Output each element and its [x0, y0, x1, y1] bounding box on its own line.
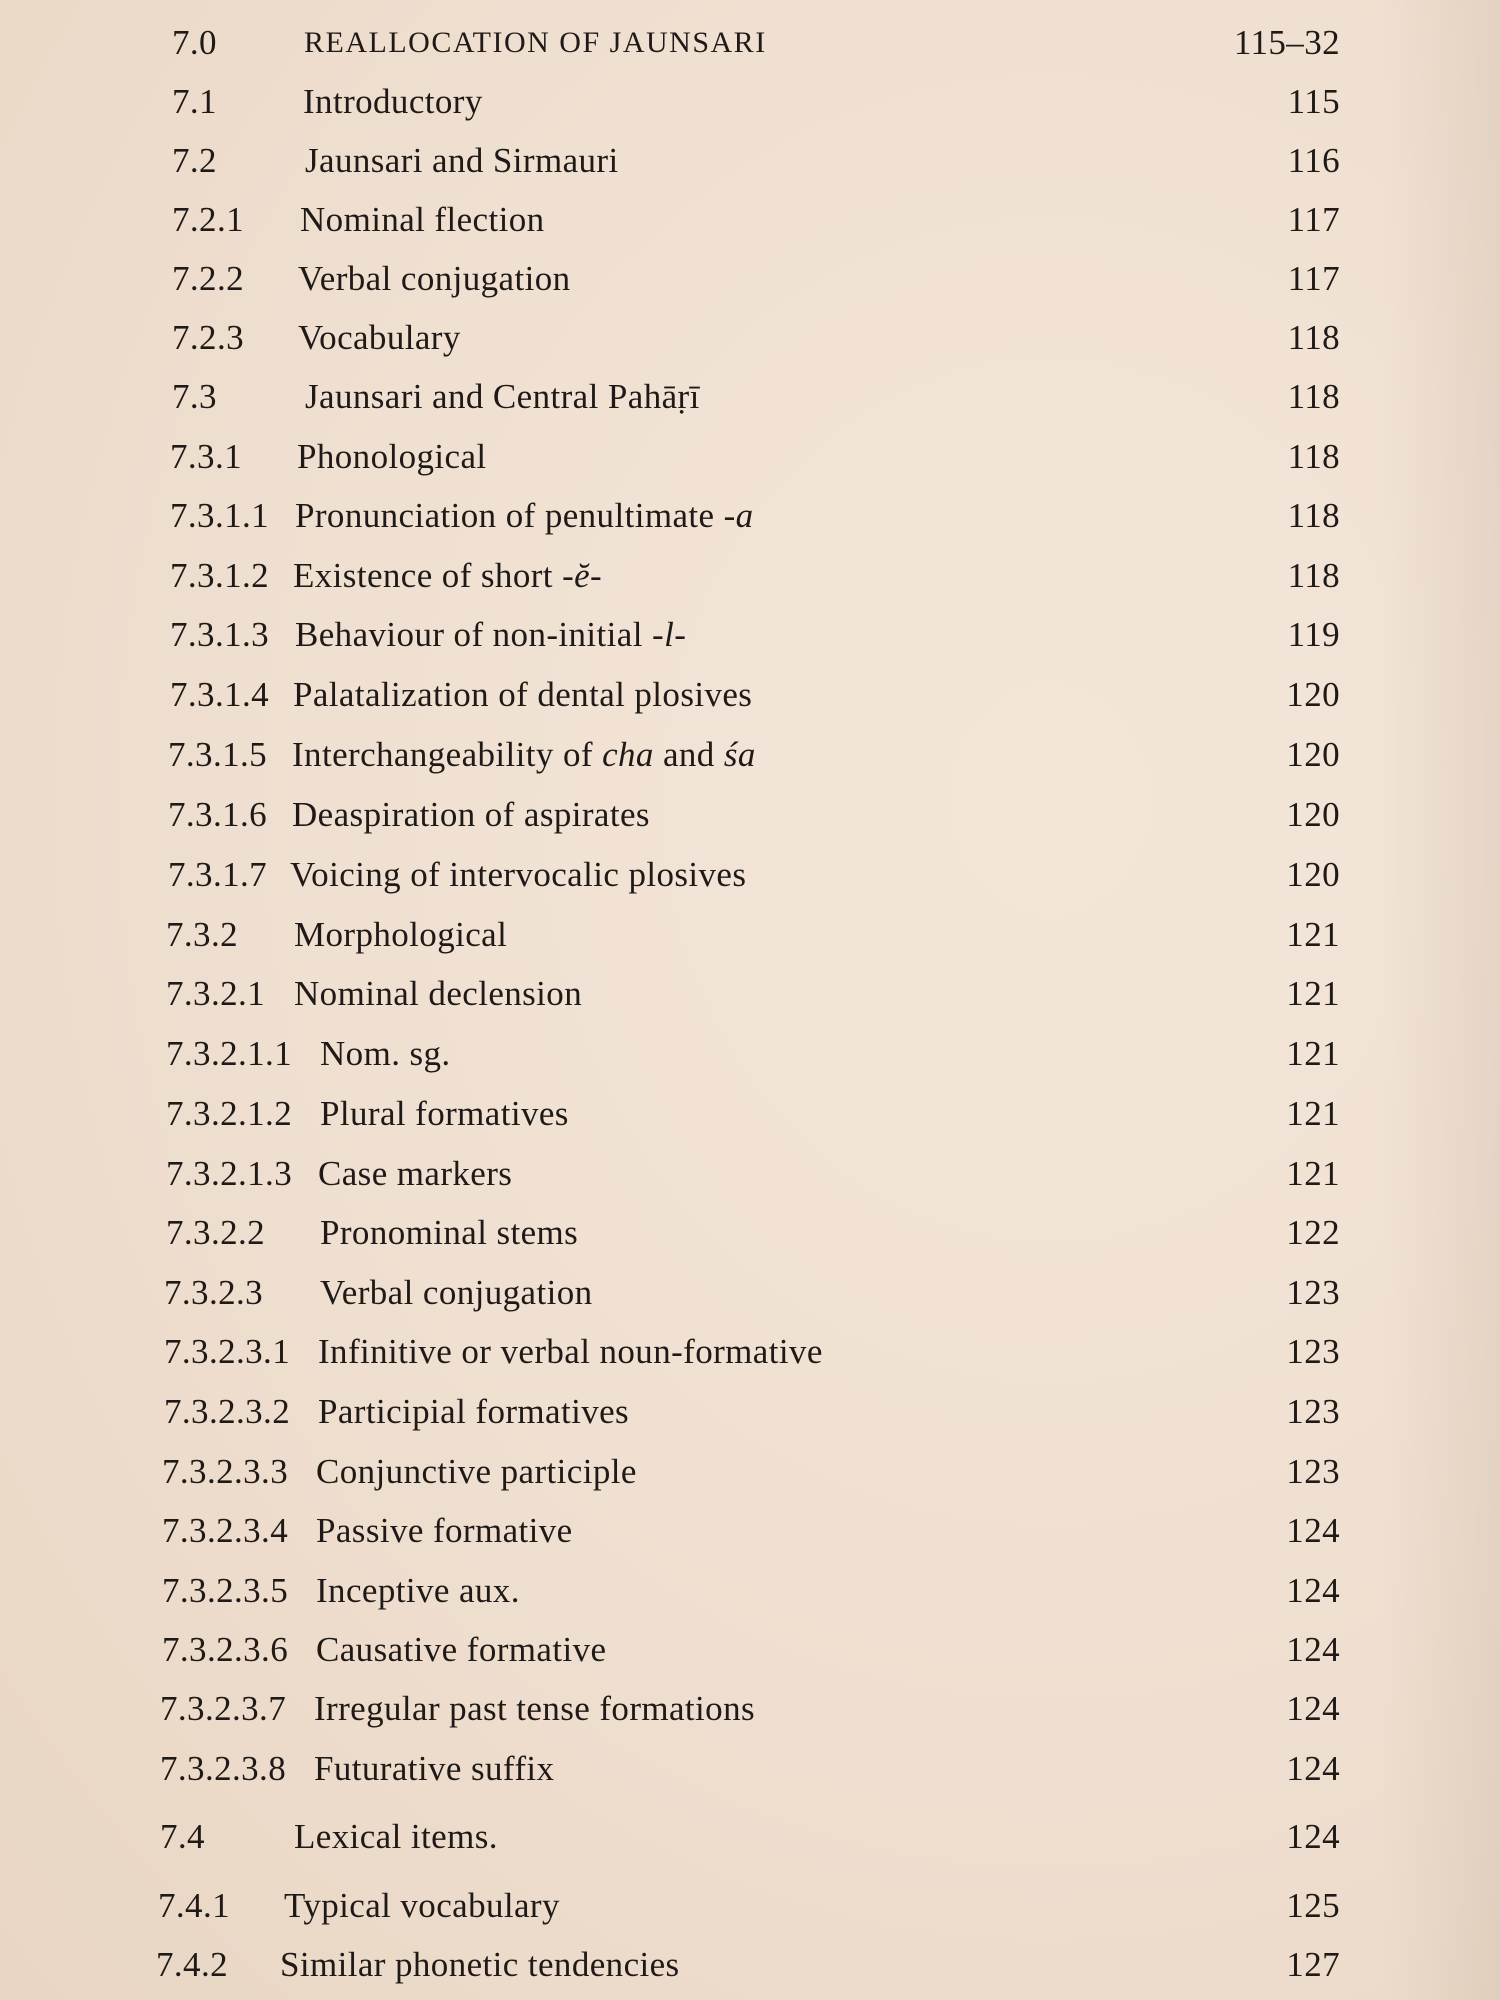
- page-number: 127: [1286, 1945, 1340, 1984]
- page-number: 115–32: [1233, 23, 1340, 62]
- toc-entry: [0, 969, 1500, 1019]
- section-number: 7.3.1.6: [168, 795, 268, 834]
- toc-entry: [0, 910, 1500, 960]
- toc-entry: [0, 1447, 1500, 1497]
- page-number: 124: [1286, 1630, 1340, 1669]
- toc-entry: [0, 1268, 1500, 1318]
- page-number: 125: [1286, 1886, 1340, 1925]
- section-title: Jaunsari and Sirmauri: [305, 141, 619, 180]
- toc-entry: [0, 136, 1500, 186]
- section-number: 7.3.1.2: [170, 556, 270, 595]
- page-number: 123: [1286, 1392, 1340, 1431]
- title-emphasis: cha: [602, 735, 654, 774]
- section-title: Lexical items.: [294, 1817, 498, 1856]
- section-title: Vocabulary: [298, 318, 461, 357]
- section-title: Inceptive aux.: [316, 1571, 520, 1610]
- section-title: [293, 551, 602, 601]
- page-number: 116: [1287, 141, 1340, 180]
- title-text: Interchangeability of: [292, 735, 603, 774]
- section-number: 7.1: [172, 82, 217, 121]
- section-title: Typical vocabulary: [284, 1886, 560, 1925]
- section-title: REALLOCATION OF JAUNSARI: [304, 26, 767, 59]
- page-number: 120: [1286, 855, 1340, 894]
- page-number: 124: [1286, 1511, 1340, 1550]
- section-number: 7.0: [172, 23, 217, 62]
- page-number: 117: [1287, 200, 1340, 239]
- toc-entry: [0, 1208, 1500, 1258]
- section-number: 7.3.2.3.3: [162, 1452, 289, 1491]
- section-number: 7.3.1.5: [168, 735, 268, 774]
- toc-entry: [0, 77, 1500, 127]
- page-number: 121: [1286, 1154, 1340, 1193]
- section-number: 7.3.2.3.6: [162, 1630, 289, 1669]
- section-title: Infinitive or verbal noun-formative: [318, 1332, 823, 1371]
- section-number: 7.3.2.3: [164, 1273, 264, 1312]
- page-number: 120: [1286, 735, 1340, 774]
- toc-entry: [0, 195, 1500, 245]
- section-title: Nom. sg.: [320, 1034, 451, 1073]
- toc-entry: [0, 1566, 1500, 1616]
- title-text: Pronunciation of penultimate: [295, 496, 724, 535]
- section-number: 7.3.2.1.1: [166, 1034, 293, 1073]
- section-title: Morphological: [294, 915, 508, 954]
- title-text: Existence of short: [293, 556, 563, 595]
- section-title: Phonological: [297, 437, 487, 476]
- toc-entry: [0, 1327, 1500, 1377]
- section-number: 7.3.2.3.7: [160, 1689, 287, 1728]
- section-title: Nominal declension: [294, 974, 583, 1013]
- toc-entry: [0, 313, 1500, 363]
- section-title: [292, 730, 756, 780]
- section-number: 7.2.3: [172, 318, 244, 357]
- section-title: [295, 491, 754, 541]
- section-number: 7.3.1: [170, 437, 242, 476]
- toc-entry: [0, 1089, 1500, 1139]
- section-title: Jaunsari and Central Pahāṛī: [305, 377, 700, 416]
- title-emphasis-2: śa: [723, 735, 756, 774]
- toc-entry: [0, 1684, 1500, 1734]
- section-number: 7.4: [160, 1817, 205, 1856]
- toc-entry: [0, 254, 1500, 304]
- page-number: 120: [1286, 675, 1340, 714]
- section-title: Nominal flection: [300, 200, 545, 239]
- title-text: Behaviour of non-initial: [295, 615, 653, 654]
- section-number: 7.2.1: [172, 200, 244, 239]
- page-number: 117: [1287, 259, 1340, 298]
- section-number: 7.3.2.3.4: [162, 1511, 289, 1550]
- page-number: 123: [1286, 1273, 1340, 1312]
- section-number: 7.3.2.3.2: [164, 1392, 291, 1431]
- toc-entry: [0, 1940, 1500, 1990]
- section-number: 7.3.2.1: [166, 974, 266, 1013]
- section-title: Deaspiration of aspirates: [292, 795, 650, 834]
- section-title: Plural formatives: [320, 1094, 569, 1133]
- toc-entry: [0, 372, 1500, 422]
- toc-entry: [0, 790, 1500, 840]
- section-number: 7.4.2: [156, 1945, 228, 1984]
- toc-entry: [0, 670, 1500, 720]
- page-number: 124: [1286, 1817, 1340, 1856]
- section-number: 7.3.2.1.3: [166, 1154, 293, 1193]
- toc-entry: [0, 1149, 1500, 1199]
- page-number: 115: [1287, 82, 1340, 121]
- page-number: 118: [1287, 437, 1340, 476]
- page-number: 124: [1286, 1749, 1340, 1788]
- section-title: Palatalization of dental plosives: [293, 675, 753, 714]
- title-emphasis: -ĕ-: [562, 556, 603, 595]
- toc-entry: [0, 850, 1500, 900]
- page-number: 121: [1286, 1034, 1340, 1073]
- section-number: 7.3.2.1.2: [166, 1094, 293, 1133]
- section-number: 7.2.2: [172, 259, 244, 298]
- toc-entry: [0, 610, 1500, 660]
- section-number: 7.3.2.3.5: [162, 1571, 289, 1610]
- page-number: 121: [1286, 974, 1340, 1013]
- section-title: Verbal conjugation: [320, 1273, 593, 1312]
- toc-entry: [0, 1029, 1500, 1079]
- toc-entry: [0, 1387, 1500, 1437]
- toc-entry: [0, 18, 1500, 68]
- toc-entry: [0, 432, 1500, 482]
- toc-entry: [0, 1812, 1500, 1862]
- page-number: 122: [1286, 1213, 1340, 1252]
- title-emphasis: -l-: [652, 615, 687, 654]
- section-number: 7.3.2.3.1: [164, 1332, 291, 1371]
- page-number: 120: [1286, 795, 1340, 834]
- section-title: Verbal conjugation: [298, 259, 571, 298]
- section-title: Introductory: [303, 82, 483, 121]
- toc-entry: [0, 551, 1500, 601]
- title-text-mid: and: [653, 735, 724, 774]
- page-number: 118: [1287, 496, 1340, 535]
- section-number: 7.3.2: [166, 915, 238, 954]
- page-number: 121: [1286, 915, 1340, 954]
- section-title: Voicing of intervocalic plosives: [290, 855, 747, 894]
- section-title: Futurative suffix: [314, 1749, 555, 1788]
- section-title: Pronominal stems: [320, 1213, 579, 1252]
- section-number: 7.3: [172, 377, 217, 416]
- section-title: Passive formative: [316, 1511, 573, 1550]
- page-number: 123: [1286, 1452, 1340, 1491]
- section-title: Causative formative: [316, 1630, 607, 1669]
- page-number: 118: [1287, 377, 1340, 416]
- section-number: 7.3.1.3: [170, 615, 270, 654]
- section-title: Case markers: [318, 1154, 513, 1193]
- page-number: 124: [1286, 1689, 1340, 1728]
- toc-entry: [0, 1625, 1500, 1675]
- section-title: [295, 610, 686, 660]
- section-number: 7.3.1.7: [168, 855, 268, 894]
- section-title: Conjunctive participle: [316, 1452, 637, 1491]
- toc-entry: [0, 491, 1500, 541]
- toc-entry: [0, 1881, 1500, 1931]
- page-number: 123: [1286, 1332, 1340, 1371]
- page-number: 124: [1286, 1571, 1340, 1610]
- section-number: 7.3.2.2: [166, 1213, 266, 1252]
- page-number: 118: [1287, 556, 1340, 595]
- section-number: 7.4.1: [158, 1886, 230, 1925]
- title-emphasis: -a: [723, 496, 754, 535]
- page-number: 118: [1287, 318, 1340, 357]
- section-title: Similar phonetic tendencies: [280, 1945, 680, 1984]
- section-number: 7.3.1.4: [170, 675, 270, 714]
- section-number: 7.2: [172, 141, 217, 180]
- toc-entry: [0, 730, 1500, 780]
- section-title: Participial formatives: [318, 1392, 630, 1431]
- page-number: 121: [1286, 1094, 1340, 1133]
- toc-entry: [0, 1506, 1500, 1556]
- section-title: Irregular past tense formations: [314, 1689, 755, 1728]
- section-number: 7.3.2.3.8: [160, 1749, 287, 1788]
- page-number: 119: [1287, 615, 1340, 654]
- toc-entry: [0, 1744, 1500, 1794]
- section-number: 7.3.1.1: [170, 496, 270, 535]
